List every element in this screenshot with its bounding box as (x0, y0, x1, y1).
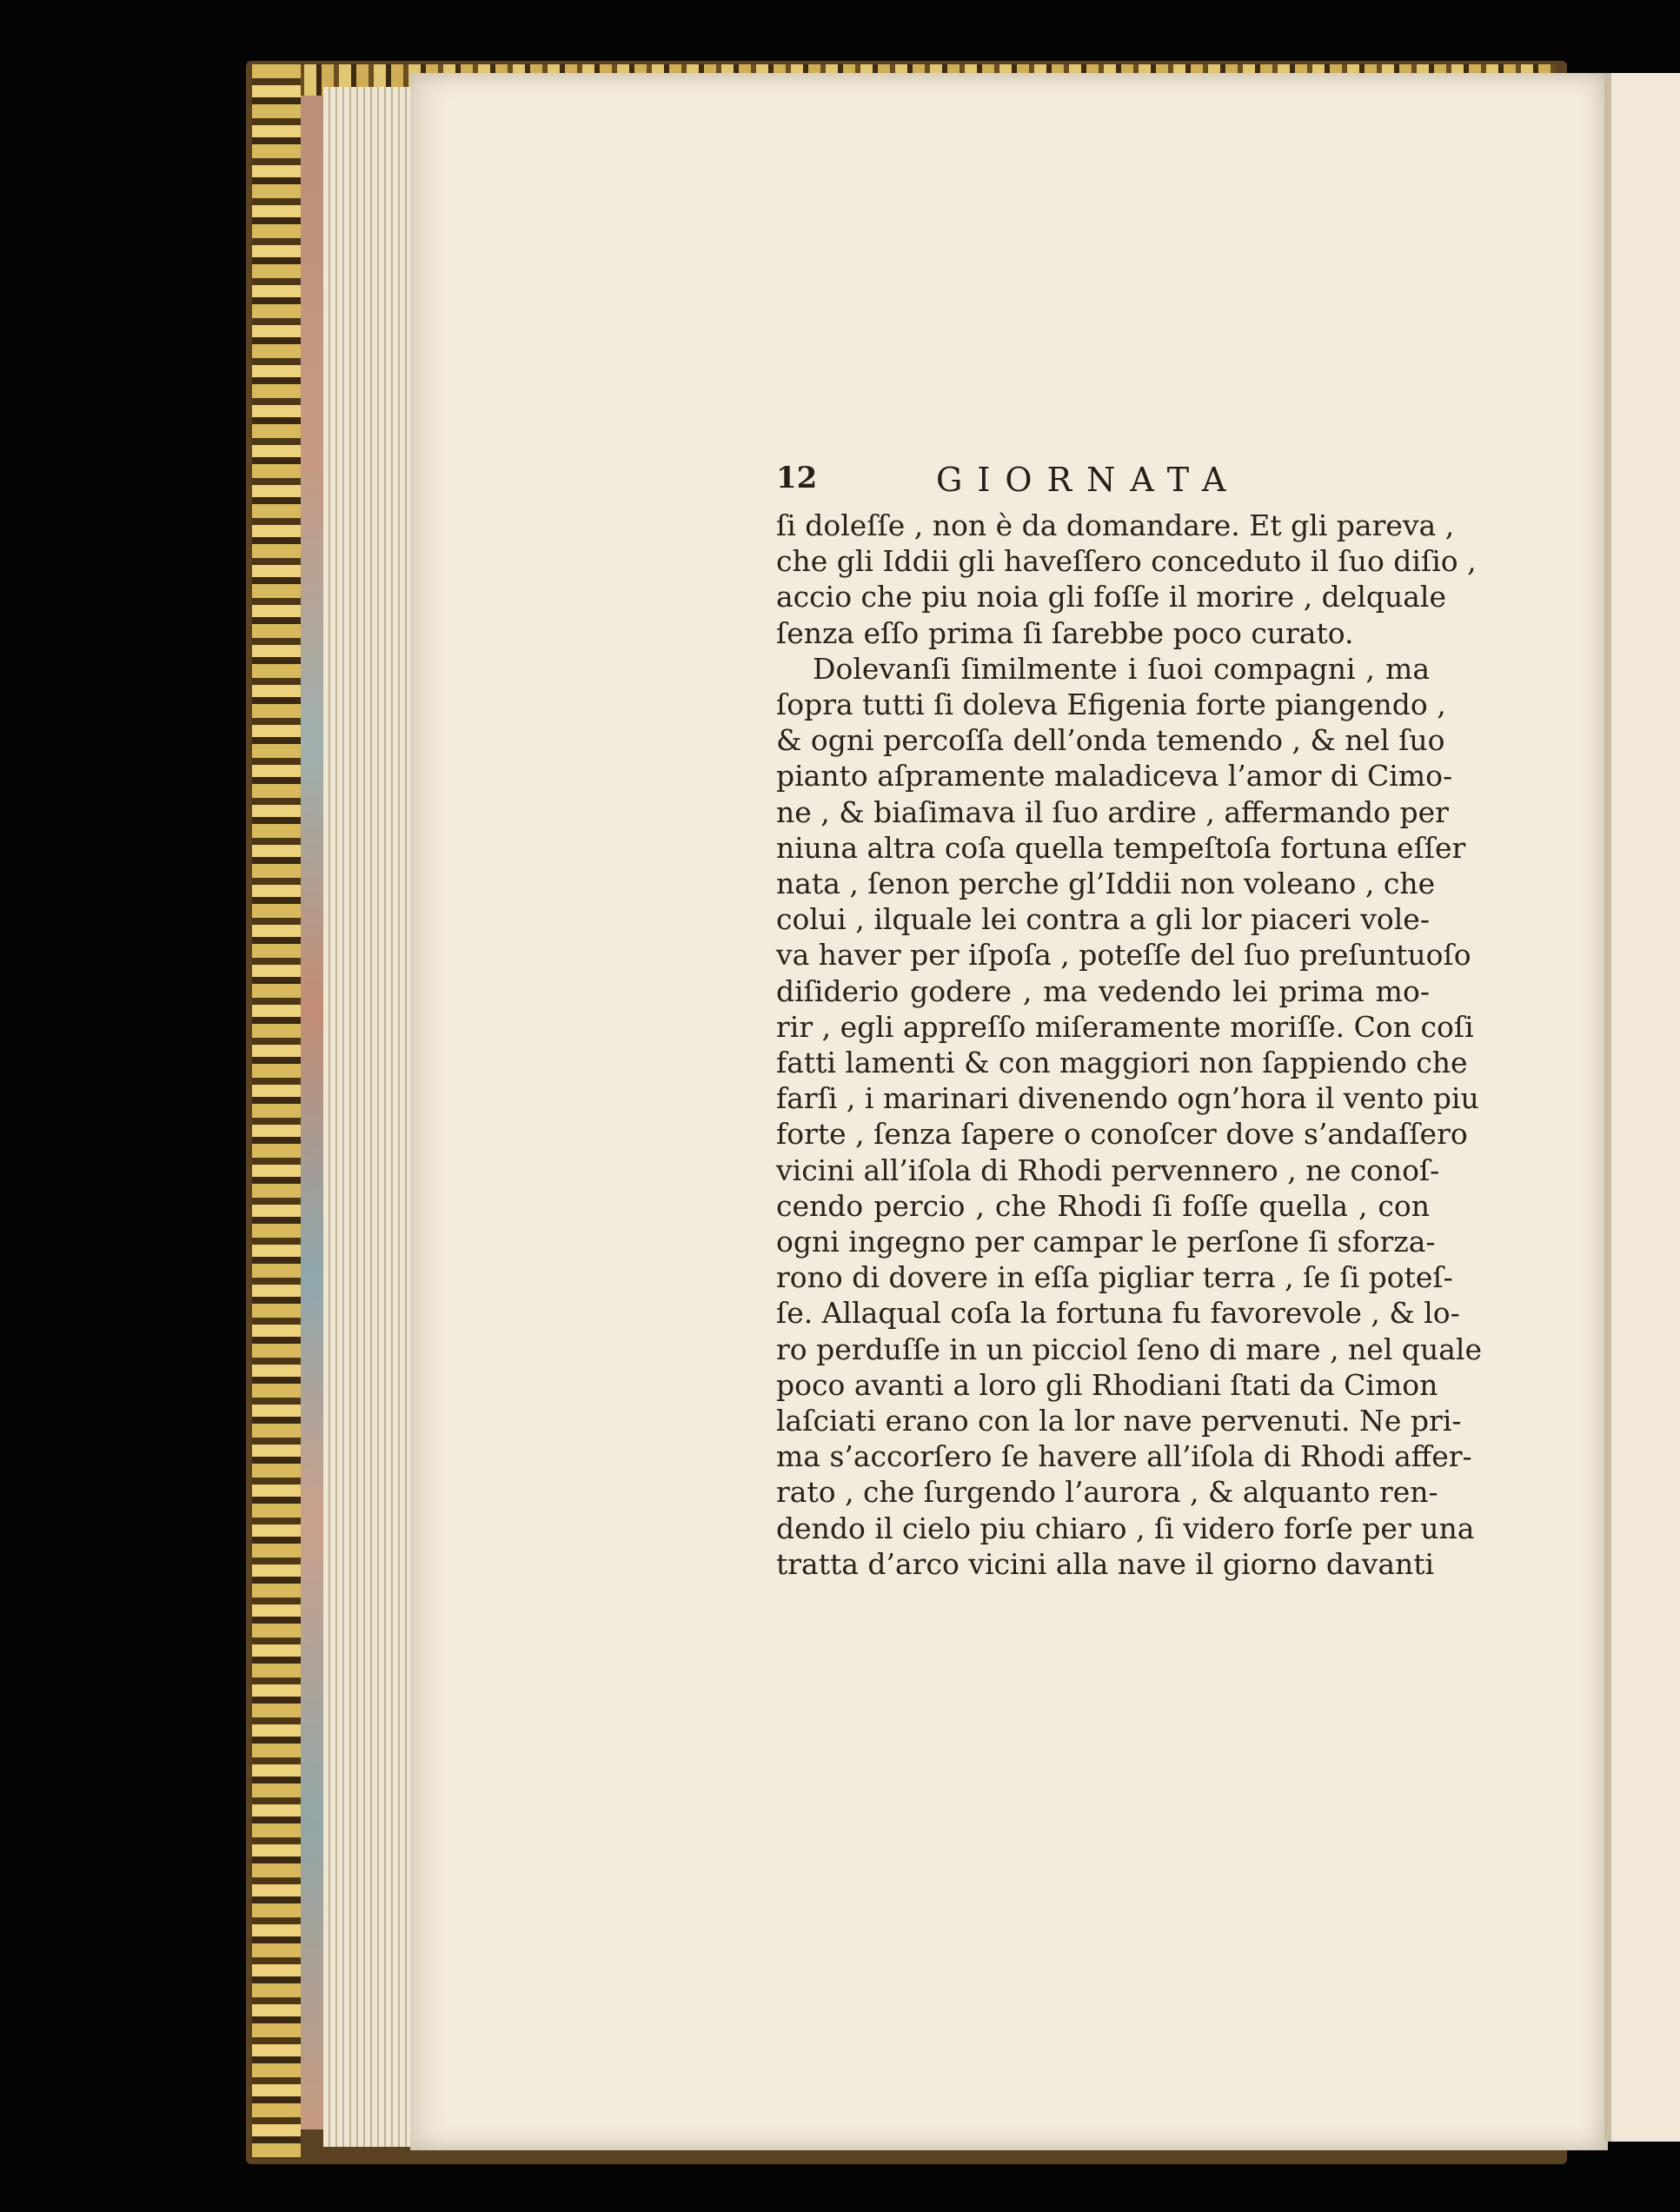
text-line: che gli Iddii gli haveſſero conceduto il ſuo diſio , (776, 544, 1477, 579)
text-line: nata , ſenon perche gl’Iddii non voleano , che (776, 867, 1436, 901)
text-line: Dolevanſi ſimilmente i ſuoi compagni , ma (813, 651, 1430, 686)
text-line: pianto aſpramente maladiceva l’amor di Cimo- (776, 759, 1453, 794)
text-line: farſi , i marinari divenendo ogn’hora il vento piu (776, 1081, 1479, 1116)
running-title: GIORNATA (936, 461, 1241, 499)
text-line: ſi doleſſe , non è da domandare. Et gli pareva , (776, 508, 1455, 542)
facing-page-edge (1604, 73, 1680, 2142)
page-header (776, 461, 1430, 502)
text-line: dendo il cielo piu chiaro , ſi videro forſe per una (776, 1511, 1475, 1545)
text-line: va haver per iſpoſa , poteſſe del ſuo preſuntuoſo (776, 938, 1471, 973)
text-line: forte , ſenza ſapere o conoſcer dove s’andaſſero (776, 1117, 1468, 1152)
text-line: rono di dovere in eſſa pigliar terra , ſe ſi poteſ- (776, 1260, 1453, 1295)
text-line: ſenza eſſo prima ſi ſarebbe poco curato. (776, 615, 1354, 650)
text-line: rir , egli appreſſo miſeramente moriſſe. Con coſi (776, 1009, 1474, 1044)
text-line: ne , & biaſimava il ſuo ardire , affermando per (776, 794, 1449, 829)
text-line: tratta d’arco vicini alla nave il giorno davanti (776, 1546, 1435, 1581)
text-line: accio che piu noia gli foſſe il morire , delquale (776, 580, 1447, 614)
text-line: ma s’accorſero ſe havere all’iſola di Rhodi affer- (776, 1439, 1472, 1474)
text-line: rato , che ſurgendo l’aurora , & alquanto ren- (776, 1475, 1438, 1510)
text-line: ſopra tutti ſi doleva Efigenia forte piangendo , (776, 688, 1446, 722)
gilt-border-left (252, 64, 301, 2159)
text-line: ſe. Allaqual coſa la fortuna fu favorevole , & lo- (776, 1296, 1460, 1331)
text-line: cendo percio , che Rhodi ſi foſſe quella , con (776, 1188, 1430, 1223)
body-text (776, 508, 1483, 1582)
text-line: & ogni percoſſa dell’onda temendo , & nel ſuo (776, 723, 1445, 758)
text-line: ro perduſſe in un picciol ſeno di mare , nel quale (776, 1332, 1483, 1366)
page-number: 12 (776, 461, 818, 495)
text-line: poco avanti a loro gli Rhodiani ſtati da Cimon (776, 1367, 1438, 1402)
text-line: niuna altra coſa quella tempeſtoſa fortuna eſſer (776, 830, 1466, 865)
text-line: laſciati erano con la lor nave pervenuti. Ne pri- (776, 1404, 1462, 1438)
text-line: fatti lamenti & con maggiori non ſappiendo che (776, 1046, 1468, 1080)
text-line: colui , ilquale lei contra a gli lor piaceri vole- (776, 902, 1430, 937)
text-line: diſiderio godere , ma vedendo lei prima mo- (776, 973, 1430, 1008)
page-edges (323, 87, 419, 2147)
text-line: ogni ingegno per campar le perſone ſi sforza- (776, 1225, 1436, 1259)
text-line: vicini all’iſola di Rhodi pervennero , ne conoſ- (776, 1152, 1440, 1187)
